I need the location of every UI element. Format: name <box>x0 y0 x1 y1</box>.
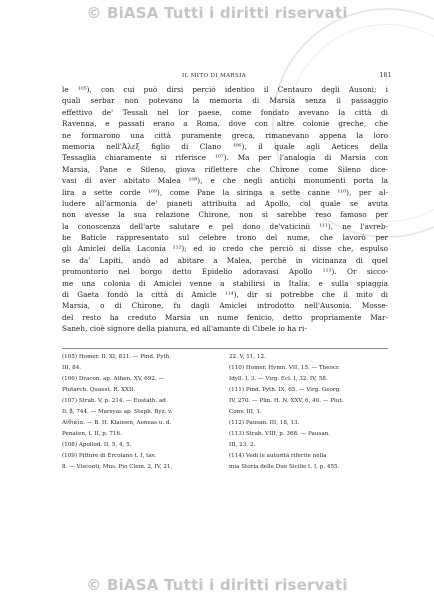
text-line: Marsia, Pane e Sileno, giova riflettere che Chirone come Sileno dice- <box>62 164 388 174</box>
footnote-line: 8. — Visconti, Mus. Pio Clem. 2, IV, 21, <box>62 464 173 470</box>
footnote-line: (113) Strab. VIII, p. 368. — Pausan. <box>229 431 331 437</box>
footnote-line: Conv. III, 1. <box>229 409 262 415</box>
text-line: Tessaglia chiaramente si riferisce ¹⁰⁷). Ma per l'analogia di Marsia con <box>62 153 388 163</box>
footnote-line: Penaten, t. II, p. 716. <box>62 431 122 437</box>
text-line: Saneh, cioè signore della pianura, ed all'amante di Cibele io ha ri- <box>62 324 307 334</box>
footnote-line: (107) Strab. V, p. 214. — Eustath. ad <box>62 398 166 404</box>
text-line: la conoscenza dell'arte salutare e pel dono de'vaticinii ¹¹¹), ne l'avreb- <box>62 221 388 231</box>
footnote-line: mia Storia delle Due Sicilie t. I, p. 455. <box>229 464 340 470</box>
text-line: gli Amiclei della Laconia ¹¹²); ed io credo che perciò si disse che, espulso <box>62 244 388 254</box>
text-line: me una colonia di Amiclei venne a stabilirsi in Italia, e sulla spiaggia <box>62 278 388 288</box>
running-head: IL MITO DI MARSIA <box>182 73 247 79</box>
footnote-line: Il. β, 744. — Marsyas ap. Steph. Byz. v. <box>62 409 173 415</box>
text-line: ludere all'armonia de' pianeti attribuita ad Apollo, col quale se avuta <box>62 198 388 208</box>
text-line: ne formarono una città puramente greca, rimanevano appena la loro <box>62 130 388 140</box>
footnote-line: Idyll. I, 3. — Virg. Ecl. I, 32. IV, 58. <box>229 376 328 382</box>
footnote-line: (108) Apollod. II, 5, 4, 5. <box>62 442 132 448</box>
footnote-line: (109) Pitture di Ercolano t. I, tav. <box>62 453 156 459</box>
text-line: di Gaeta fondò la città di Amicle ¹¹⁴), dir si potrebbe che il mito di <box>62 290 388 300</box>
copyright-watermark-bottom: © BiASA Tutti i diritti riservati <box>86 576 348 594</box>
footnote-line: (110) Homer. Hymn. VII, 15. — Theocr. <box>229 365 340 371</box>
main-text <box>62 84 388 335</box>
text-line: Ravenna, e passati erano a Roma, dove con altre colonie greche, che <box>62 119 388 129</box>
footnote-line: 22. V, 11, 12. <box>229 354 266 360</box>
text-line: del resto ha creduto Marsia un nume fenicio, detto propriamente Mar- <box>62 312 388 322</box>
page-number: 181 <box>379 72 392 79</box>
footnote-line: (112) Pausan. III, 18, 13. <box>229 420 300 426</box>
footnote-divider <box>62 348 388 349</box>
text-line: lira a sette corde ¹⁰⁹), come Pane la siringa a sette canne ¹¹⁰), per al- <box>62 187 388 197</box>
text-line: Marsia, o di Chirone, fu dagli Amiclei introdotto nell'Ausonia. Mosse- <box>62 301 388 311</box>
footnotes-left-column <box>62 352 219 473</box>
footnote-line: (111) Pind. Pyth. IX, 65. — Virg. Georg. <box>229 387 341 393</box>
footnote-line: (105) Homer. Il. XI, 831. — Pind. Pyth. <box>62 354 172 360</box>
footnote-line: IV, 270. — Plin. H. N. XXV, 6, 40. — Plut. <box>229 398 344 404</box>
text-line: effettivo de' Tessali nel lor paese, come fondato avevano la città di <box>62 107 388 117</box>
footnote-line: (114) Vedi le autorità riferite nella <box>229 453 327 459</box>
footnote-line: Aἰθικία. — B. H. Klausen, Aeneas u. d. <box>62 420 172 426</box>
footnote-line: Plutarch. Quaest. R. XXII. <box>62 387 136 393</box>
text-line: be Baticle rappresentato sul celebre trono del nume, che lavorò per <box>62 233 388 243</box>
text-line: vasi di aver abitato Malea ¹⁰⁸), e che negli antichi monumenti porta la <box>62 176 388 186</box>
text-line: quali serbar non potevano la memoria di Marsia senza il passaggio <box>62 96 388 106</box>
text-line: promontorio nel borgo detto Epidelio adoravasi Apollo ¹¹³). Or sicco- <box>62 267 388 277</box>
footnotes-right-column <box>229 352 389 473</box>
footnote-line: (106) Dracon. ap. Athen. XV, 692. — <box>62 376 165 382</box>
text-line: non avesse la sua relazione Chirone, non si sarebbe reso famoso per <box>62 210 388 220</box>
footnote-line: III, 23, 2. <box>229 442 256 448</box>
footnote-line: III, 84. <box>62 365 82 371</box>
page-header <box>62 71 392 83</box>
text-line: memoria nell'Ἀλεξ figlio di Clano ¹⁰⁶), il quale agli Aetices della <box>62 141 388 151</box>
copyright-watermark-top: © BiASA Tutti i diritti riservati <box>86 4 348 22</box>
text-line: le ¹⁰⁵), con cui può dirsi perciò identico il Centauro degli Ausoni; i <box>62 85 388 94</box>
text-line: se da' Lapiti, andò ad abitare a Malea, perchè in vicinanza di quel <box>62 255 388 265</box>
